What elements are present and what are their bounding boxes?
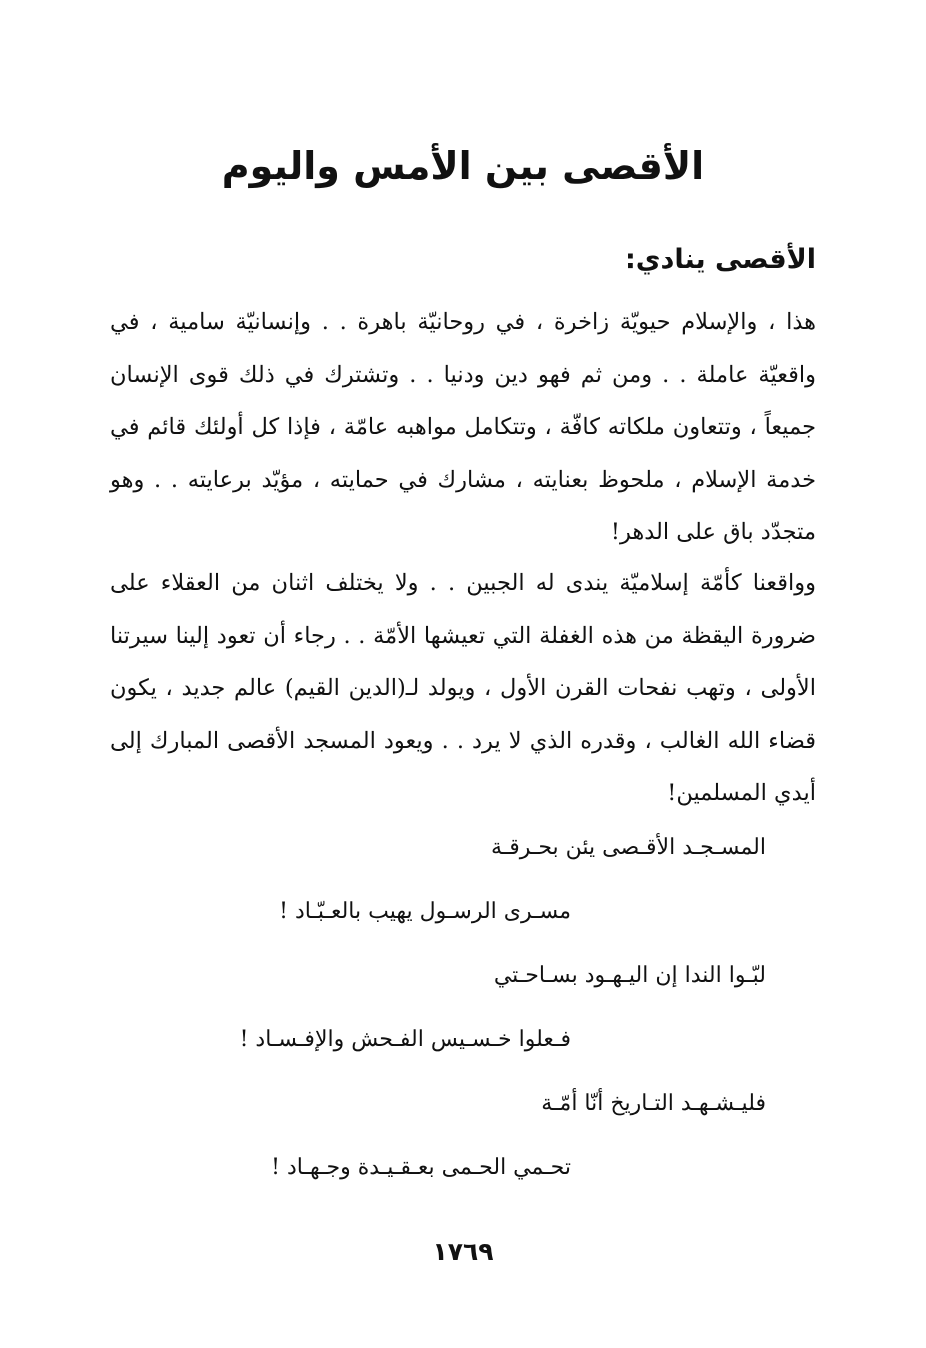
verse-line-5: فليـشـهـد التـاريخ أنّا أمّـة [541,1091,766,1116]
section-heading: الأقصى ينادي: [624,244,816,275]
paragraph-1: هذا ، والإسلام حيويّة زاخرة ، في روحانيّة باهرة . . وإنسانيّة سامية ، في واقعيّة عاملة . . ومن ثم فهو دين ودنيا . . وتشترك في ذلك قوى الإنسان جميعاً ، وتتعاون ملكاته كافّة ، وتتكامل مواهبه عامّة ، فإذا كل أولئك قائم في خدمة الإسلام ، ملحوظ بعنايته ، مشارك في حمايته ، مؤيّد برعايته . . وهو متجدّد باق على الدهر! [110,309,816,546]
verse-line-4: فـعلوا خـسـيس الفـحش والإفـسـاد ! [239,1027,571,1052]
page-number: ١٧٦٩ [432,1237,494,1266]
verse-line-1: المسـجـد الأقـصى يئن بحـرقـة [491,835,766,860]
verse-line-3: لبّـوا الندا إن اليـهـود بسـاحـتي [493,963,766,988]
paragraph-2: وواقعنا كأمّة إسلاميّة يندى له الجبين . . ولا يختلف اثنان من العقلاء على ضرورة اليقظة من هذه الغفلة التي تعيشها الأمّة . . رجاء أن تعود إلينا سيرتنا الأولى ، وتهب نفحات القرن الأول ، ويولد لـ(الدين القيم) عالم جديد ، يكون قضاء الله الغالب ، وقدره الذي لا يرد . . ويعود المسجد الأقصى المبارك إلى أيدي المسلمين! [110,570,816,807]
verse-line-6: تحـمي الحـمى بعـقـيـدة وجـهـاد ! [271,1155,571,1180]
verse-line-2: مسـرى الرسـول يهيب بالعـبّـاد ! [279,899,571,924]
page-title: الأقصى بين الأمس واليوم [221,144,705,188]
